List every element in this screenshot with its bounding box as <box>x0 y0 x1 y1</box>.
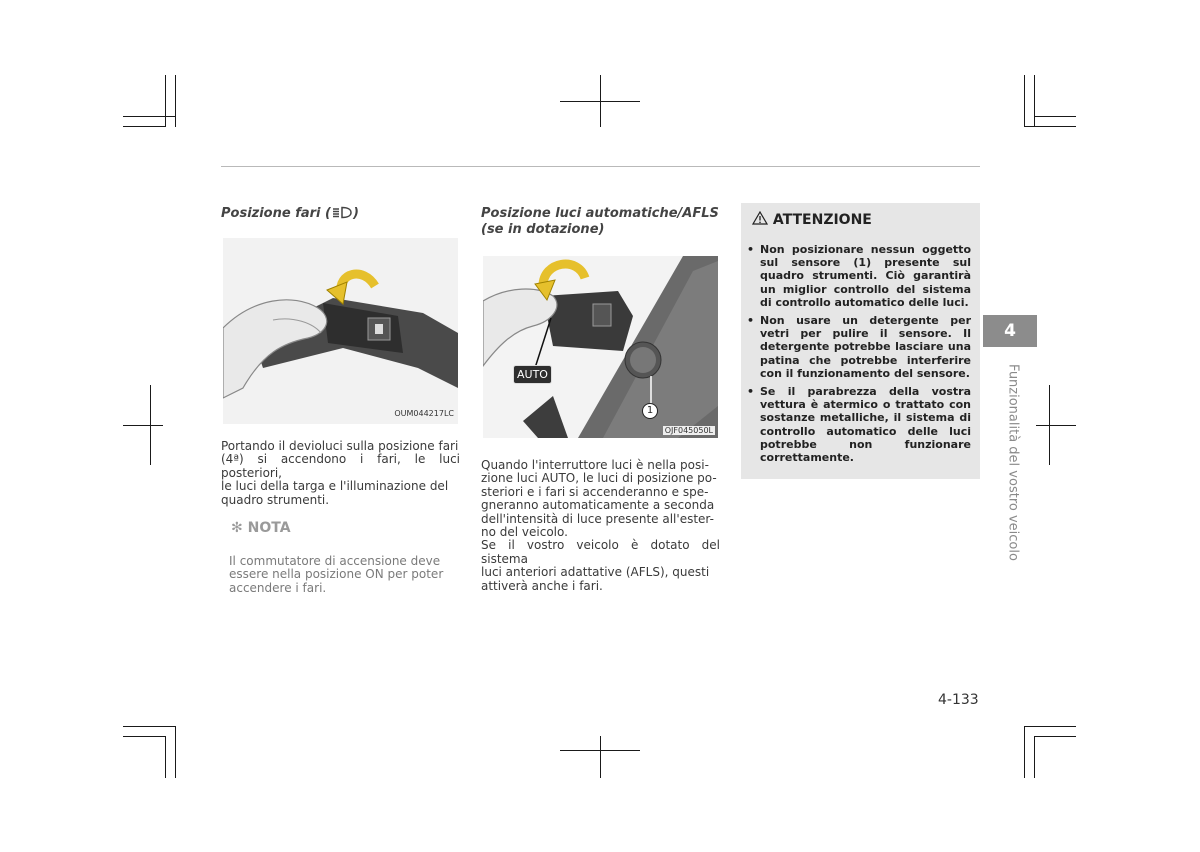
crop-mark <box>1034 116 1076 117</box>
text-line: no del veicolo. <box>481 525 568 540</box>
crop-mark <box>1024 75 1025 127</box>
text-line: steriori e i fari si accenderanno e spe- <box>481 484 709 499</box>
crop-mark <box>1036 425 1076 426</box>
page-number: 4-133 <box>938 692 979 708</box>
crop-mark <box>600 736 601 778</box>
warning-item: • Non posizionare nessun oggetto sul sensore (1) presente sul quadro strumenti. Ciò garantirà un miglior controllo del sistema di controllo automatico delle luci. <box>741 243 971 309</box>
crop-mark <box>1034 736 1035 778</box>
auto-label: AUTO <box>513 365 552 384</box>
nota-paragraph <box>229 555 451 595</box>
crop-mark <box>175 726 176 778</box>
chapter-title-text: Funzionalità del vostro veicolo <box>1005 364 1021 561</box>
callout-number: 1 <box>642 403 658 419</box>
headlight-paragraph <box>221 440 460 507</box>
crop-mark <box>123 116 175 117</box>
crop-mark <box>1024 726 1076 727</box>
text-line: Quando l'interruttore luci è nella posi- <box>481 458 709 472</box>
text-line: accendere i fari. <box>229 580 327 595</box>
text-line: Portando il devioluci sulla posizione fari <box>221 439 459 453</box>
crop-mark <box>560 101 640 102</box>
text-line: Se il vostro veicolo è dotato del sistema <box>481 538 720 566</box>
warning-title: ATTENZIONE <box>772 212 872 228</box>
crop-mark <box>123 126 165 127</box>
text-line: dell'intensità di luce presente all'ester- <box>481 511 714 526</box>
text-line: zione luci AUTO, le luci di posizione po- <box>481 471 717 486</box>
text-line: attiverà anche i fari. <box>481 578 603 593</box>
auto-paragraph <box>481 459 720 593</box>
crop-mark <box>175 75 176 127</box>
text-line: gneranno automaticamente a seconda <box>481 498 715 513</box>
warning-box <box>741 203 980 479</box>
text-line: le luci della targa e l'illuminazione del <box>221 479 449 494</box>
text-line: Il commutatore di accensione deve <box>229 554 441 568</box>
chapter-number-tab: 4 <box>983 315 1037 347</box>
text-line: luci anteriori adattative (AFLS), questi <box>481 565 710 580</box>
warning-item: • Non usare un detergente per vetri per pulire il sensore. Il detergente potrebbe lasciare una patina che potrebbe interferire con il funzionamento del sensore. <box>741 314 971 380</box>
nota-title: NOTA <box>247 520 291 536</box>
figure-auto-switch <box>483 256 718 438</box>
crop-mark <box>560 750 640 751</box>
headlight-icon <box>331 206 353 219</box>
auto-stalk-illustration <box>483 256 718 438</box>
heading-close: ) <box>352 206 359 221</box>
crop-mark <box>123 425 163 426</box>
crop-mark <box>123 726 175 727</box>
section-heading-auto <box>481 206 719 238</box>
warning-heading <box>752 211 872 228</box>
text-line: quadro strumenti. <box>221 492 330 507</box>
stalk-illustration <box>223 238 458 424</box>
nota-symbol-icon: ✻ <box>231 520 243 536</box>
crop-mark <box>1024 726 1025 778</box>
warning-item: • Se il parabrezza della vostra vettura è atermico o trattato con sostanze metalliche, il sistema di controllo automatico delle luci potrebbe non funzionare correttamente. <box>741 385 971 464</box>
crop-mark <box>1034 75 1035 127</box>
crop-mark <box>1024 126 1076 127</box>
text-line: essere nella posizione ON per poter <box>229 567 444 582</box>
heading-line: (se in dotazione) <box>481 222 605 237</box>
crop-mark <box>165 75 166 127</box>
crop-mark <box>123 736 165 737</box>
crop-mark <box>1034 736 1076 737</box>
text-line: (4ª) si accendono i fari, le luci posteriori, <box>221 452 460 480</box>
heading-line: Posizione luci automatiche/AFLS <box>481 206 719 221</box>
figure-code: OUM044217LC <box>394 409 454 418</box>
crop-mark <box>165 736 166 778</box>
heading-text: Posizione fari ( <box>221 206 331 221</box>
figure-code: OJF045050L <box>664 426 713 435</box>
warning-triangle-icon <box>752 211 768 225</box>
section-heading-headlights <box>221 206 359 222</box>
nota-heading <box>231 520 291 536</box>
chapter-title <box>1003 365 1023 565</box>
warning-list <box>741 243 971 469</box>
figure-headlight-switch <box>223 238 458 424</box>
header-rule <box>221 166 980 167</box>
